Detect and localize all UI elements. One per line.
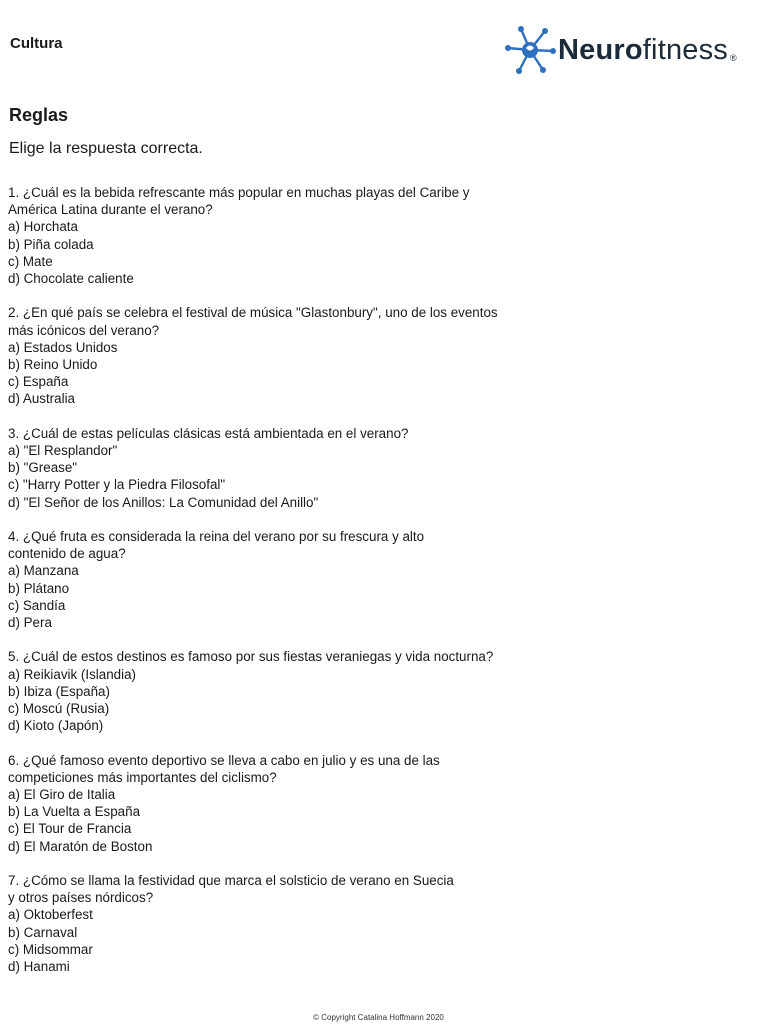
- answer-option: b) La Vuelta a España: [8, 804, 141, 820]
- brand-wordmark: [558, 33, 737, 66]
- answer-option: a) Manzana: [8, 563, 79, 579]
- question-text: 2. ¿En qué país se celebra el festival de música "Glastonbury", uno de los eventos más icónicos del verano?: [8, 305, 498, 338]
- question-2: [8, 304, 528, 407]
- answer-option: c) Moscú (Rusia): [8, 701, 110, 717]
- answer-option: d) Chocolate caliente: [8, 271, 134, 287]
- category-title: Cultura: [10, 35, 63, 52]
- question-text: 1. ¿Cuál es la bebida refrescante más popular en muchas playas del Caribe y América Latina durante el verano?: [8, 185, 470, 218]
- question-text: 4. ¿Qué fruta es considerada la reina del verano por su frescura y alto contenido de agua?: [8, 529, 425, 562]
- brand-name-strong: Neuro: [558, 33, 643, 66]
- question-text: 3. ¿Cuál de estas películas clásicas está ambientada en el verano?: [8, 425, 409, 441]
- question-1: [8, 184, 528, 287]
- answer-option: d) El Maratón de Boston: [8, 838, 153, 854]
- answer-option: d) Pera: [8, 615, 52, 631]
- answer-option: b) Piña colada: [8, 236, 94, 252]
- answer-option: c) Mate: [8, 253, 53, 269]
- answer-option: c) España: [8, 374, 69, 390]
- answer-option: b) Plátano: [8, 580, 70, 596]
- answer-option: a) "El Resplandor": [8, 443, 118, 459]
- answer-option: d) Hanami: [8, 959, 70, 975]
- question-text: 7. ¿Cómo se llama la festividad que marca el solsticio de verano en Suecia y otros países nórdicos?: [8, 873, 454, 906]
- answer-option: d) Kioto (Japón): [8, 718, 104, 734]
- answer-option: a) Reikiavik (Islandia): [8, 666, 136, 682]
- question-list: [8, 184, 528, 992]
- question-text: 6. ¿Qué famoso evento deportivo se lleva a cabo en julio y es una de las competiciones más importantes del ciclismo?: [8, 752, 440, 785]
- question-3: [8, 425, 528, 511]
- answer-option: c) El Tour de Francia: [8, 821, 132, 837]
- question-text: 5. ¿Cuál de estos destinos es famoso por sus fiestas veraniegas y vida nocturna?: [8, 649, 494, 665]
- figure-icon: [504, 24, 556, 76]
- answer-option: d) Australia: [8, 391, 75, 407]
- answer-option: b) "Grease": [8, 460, 78, 476]
- question-5: [8, 648, 528, 734]
- answer-option: d) "El Señor de los Anillos: La Comunidad del Anillo": [8, 494, 319, 510]
- answer-option: a) Estados Unidos: [8, 339, 118, 355]
- answer-option: c) Midsommar: [8, 941, 93, 957]
- question-6: [8, 752, 528, 855]
- answer-option: a) El Giro de Italia: [8, 787, 116, 803]
- brand-name-light: fitness: [642, 33, 729, 66]
- question-7: [8, 872, 528, 975]
- brand-logo: [504, 24, 737, 76]
- registered-mark: ®: [730, 52, 737, 63]
- answer-option: a) Oktoberfest: [8, 907, 93, 923]
- instruction-text: Elige la respuesta correcta.: [9, 140, 203, 157]
- question-4: [8, 528, 528, 631]
- answer-option: b) Reino Unido: [8, 357, 98, 373]
- answer-option: b) Ibiza (España): [8, 683, 110, 699]
- rules-heading: Reglas: [9, 105, 69, 125]
- answer-option: c) Sandía: [8, 597, 66, 613]
- answer-option: b) Carnaval: [8, 924, 78, 940]
- answer-option: c) "Harry Potter y la Piedra Filosofal": [8, 477, 226, 493]
- copyright-footer: © Copyright Catalina Hoffmann 2020: [313, 1013, 444, 1022]
- answer-option: a) Horchata: [8, 219, 78, 235]
